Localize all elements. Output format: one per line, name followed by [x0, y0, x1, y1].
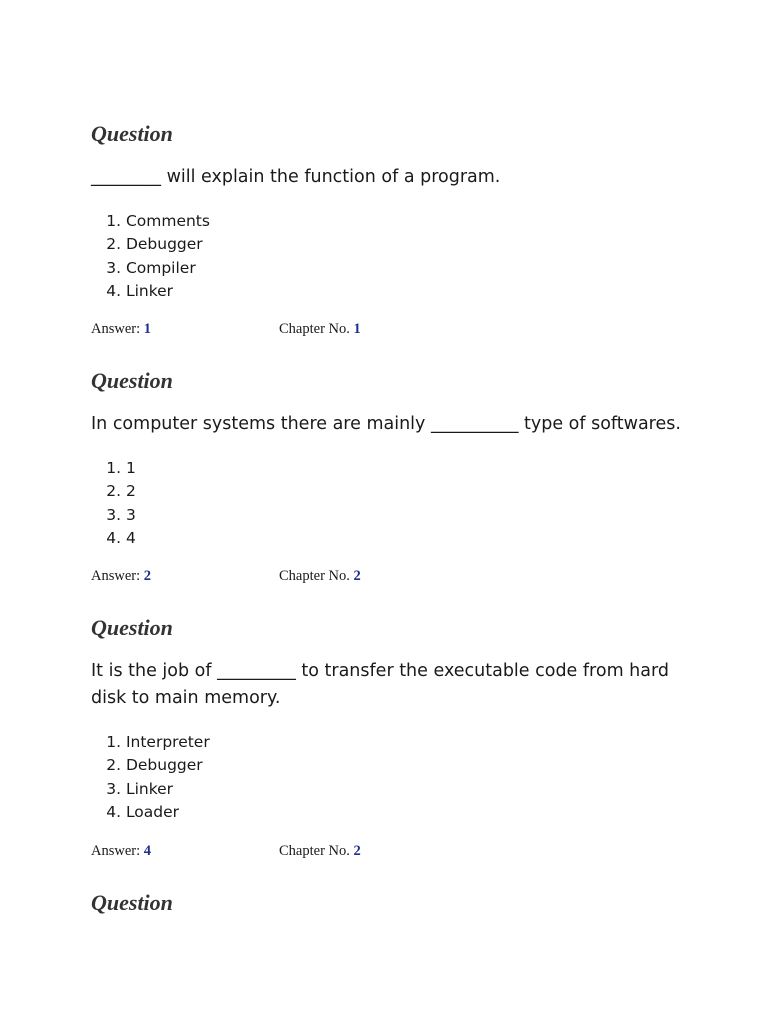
option-number: 3. [106, 505, 121, 524]
option-number: 4. [106, 802, 121, 821]
option-number: 1. [106, 212, 121, 230]
list-item [91, 778, 210, 801]
option-text: Compiler [125, 258, 196, 277]
option-list [91, 457, 136, 550]
list-item [91, 754, 210, 777]
answer-field [91, 568, 151, 585]
answer-label: Answer: [91, 568, 141, 584]
chapter-field [279, 843, 361, 860]
option-text: 4 [125, 528, 136, 547]
chapter-field [279, 568, 361, 585]
option-text: Interpreter [125, 733, 210, 751]
option-text: Comments [125, 212, 210, 230]
list-item [91, 731, 210, 754]
question-text: It is the job of _________ to transfer the executable code from hard disk to main memory. [91, 661, 669, 708]
answer-label: Answer: [91, 843, 141, 859]
option-number: 3. [106, 258, 121, 277]
option-text: 1 [125, 459, 136, 477]
answer-value: 1 [143, 321, 152, 337]
option-number: 2. [106, 235, 121, 254]
option-number: 1. [106, 733, 121, 751]
option-list [91, 210, 210, 303]
list-item [91, 210, 210, 233]
question-text: In computer systems there are mainly __________ type of softwares. [91, 414, 681, 434]
answer-value: 2 [143, 568, 152, 584]
list-item [91, 801, 210, 824]
option-number: 2. [106, 756, 121, 775]
option-text: Debugger [125, 756, 203, 775]
question-heading: Question [91, 121, 173, 146]
chapter-label: Chapter No. [279, 321, 350, 337]
option-text: 2 [125, 482, 136, 501]
option-text: Linker [125, 779, 174, 798]
chapter-value: 2 [353, 568, 361, 584]
option-number: 1. [106, 459, 121, 477]
list-item [91, 457, 136, 480]
answer-label: Answer: [91, 321, 141, 337]
answer-field [91, 321, 151, 338]
question-heading: Question [91, 890, 173, 915]
option-list [91, 731, 210, 824]
answer-value: 4 [143, 843, 152, 859]
option-number: 4. [106, 528, 121, 547]
chapter-label: Chapter No. [279, 843, 350, 859]
option-text: 3 [125, 505, 136, 524]
question-heading: Question [91, 368, 173, 393]
list-item [91, 504, 136, 527]
list-item [91, 280, 210, 303]
chapter-label: Chapter No. [279, 568, 350, 584]
question-heading: Question [91, 615, 173, 640]
chapter-value: 2 [353, 843, 361, 859]
option-text: Loader [125, 802, 180, 821]
list-item [91, 527, 136, 550]
option-number: 4. [106, 281, 121, 300]
option-text: Linker [125, 281, 174, 300]
list-item [91, 233, 210, 256]
chapter-field [279, 321, 361, 338]
option-number: 2. [106, 482, 121, 501]
question-text: ________ will explain the function of a program. [91, 167, 501, 187]
answer-field [91, 843, 151, 860]
option-text: Debugger [125, 235, 203, 254]
option-number: 3. [106, 779, 121, 798]
list-item [91, 480, 136, 503]
list-item [91, 257, 210, 280]
chapter-value: 1 [353, 321, 361, 337]
